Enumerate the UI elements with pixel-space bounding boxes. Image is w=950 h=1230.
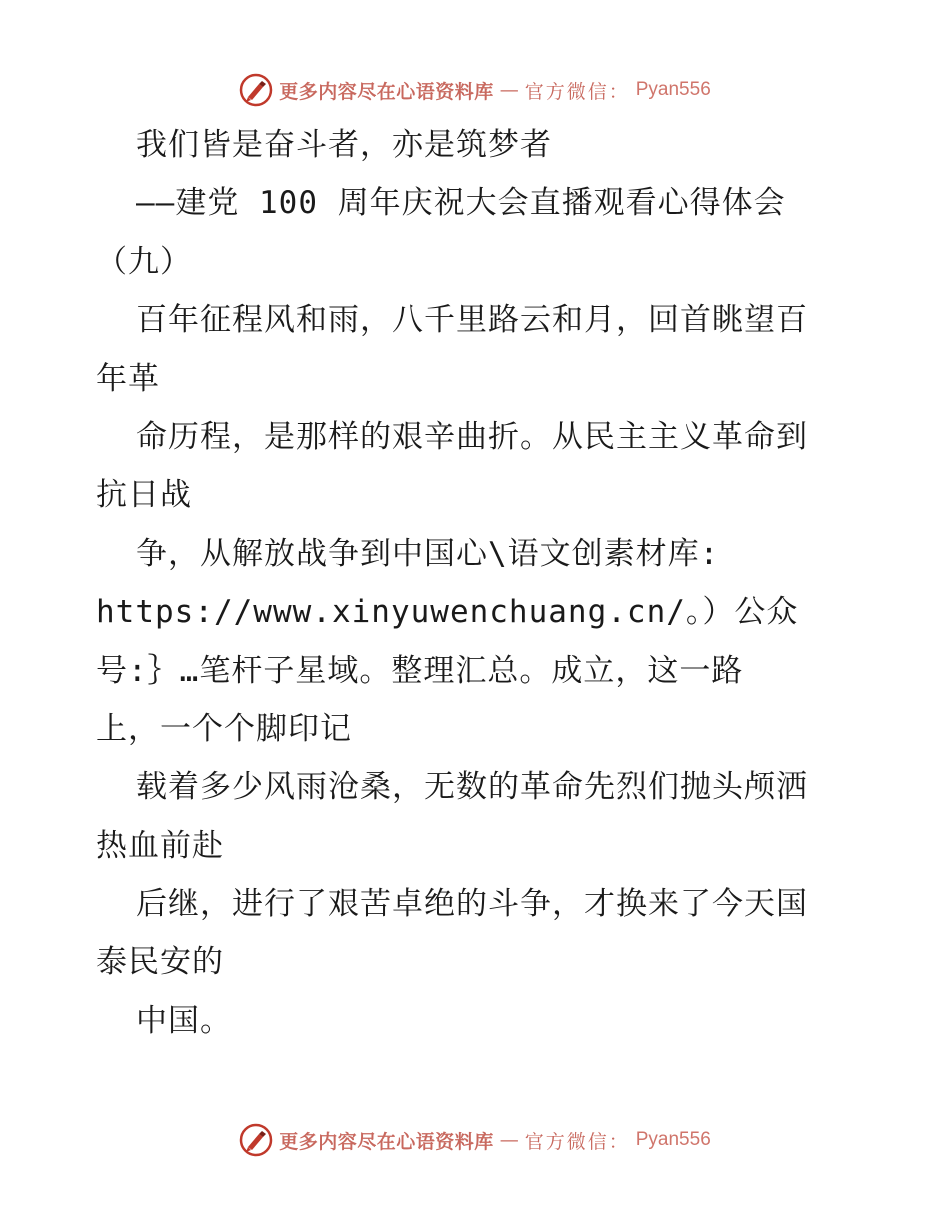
- doc-subtitle: ——建党 100 周年庆祝大会直播观看心得体会: [136, 185, 786, 222]
- paragraph-line: 百年征程风和雨，八千里路云和月，回首眺望百: [136, 302, 808, 339]
- footer-wechat-label: 官方微信：: [524, 1130, 630, 1153]
- footer-title: 更多内容尽在心语资料库: [279, 1130, 494, 1153]
- pen-logo-icon: [239, 73, 273, 107]
- doc-title: 我们皆是奋斗者，亦是筑梦者: [136, 127, 552, 163]
- header-title: 更多内容尽在心语资料库: [279, 80, 494, 103]
- footer-banner: [0, 1120, 950, 1160]
- paragraph-line: 命历程，是那样的艰辛曲折。从民主主义革命到: [136, 418, 808, 455]
- paragraph-line: 载着多少风雨沧桑，无数的革命先烈们抛头颅洒: [136, 769, 808, 806]
- footer-wechat-id: Pyan556: [635, 1129, 711, 1150]
- paragraph-line: 中国。: [136, 1002, 232, 1039]
- header-banner: [0, 70, 950, 110]
- paragraph-line: 热血前赴: [96, 827, 224, 864]
- header-separator: —: [499, 79, 519, 101]
- header-wechat-label: 官方微信：: [524, 80, 630, 103]
- footer-separator: —: [499, 1129, 519, 1151]
- pen-logo-icon: [239, 1123, 273, 1157]
- doc-subtitle-number: （九）: [96, 243, 192, 280]
- header-wechat-id: Pyan556: [635, 79, 711, 100]
- paragraph-line: 上，一个个脚印记: [96, 710, 352, 747]
- paragraph-line: 后继，进行了艰苦卓绝的斗争，才换来了今天国: [136, 886, 808, 923]
- paragraph-line: 泰民安的: [96, 944, 224, 981]
- document-body: [96, 116, 886, 1050]
- paragraph-line: 抗日战: [96, 477, 192, 514]
- paragraph-line: https://www.xinyuwenchuang.cn/。）公众: [96, 594, 799, 631]
- paragraph-line: 年革: [96, 360, 160, 397]
- paragraph-line: 争，从解放战争到中国心\语文创素材库:: [136, 535, 720, 572]
- paragraph-line: 号:｝…笔杆子星域。整理汇总。成立，这一路: [96, 652, 744, 689]
